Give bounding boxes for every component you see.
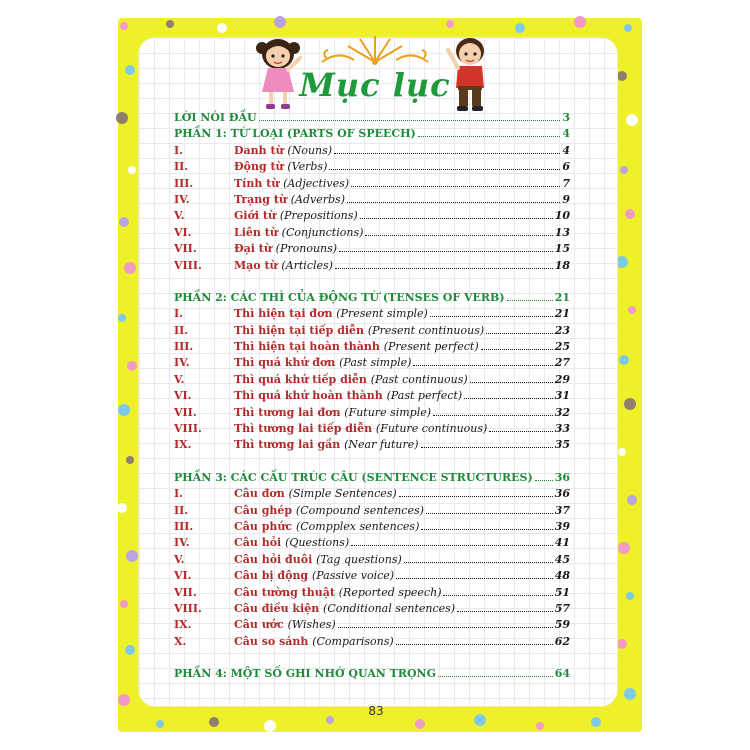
toc-item-number: II. — [174, 323, 189, 337]
toc-item-page: 15 — [554, 242, 570, 256]
confetti-dot — [620, 166, 628, 174]
section-gap — [174, 650, 570, 666]
toc-item-number: IV. — [174, 356, 190, 370]
toc-item-vietnamese: Thì hiện tại tiếp diễn — [234, 323, 368, 337]
dot-leader — [421, 447, 553, 448]
toc-item-page: 13 — [554, 225, 570, 239]
toc-item-row[interactable] — [174, 355, 570, 371]
confetti-dot — [415, 719, 425, 729]
toc-item-row[interactable] — [174, 192, 570, 208]
toc-item-label — [234, 503, 424, 519]
toc-item-row[interactable] — [174, 388, 570, 404]
toc-item-vietnamese: Câu ước — [234, 618, 288, 632]
toc-item-label — [234, 437, 419, 453]
toc-item-label — [234, 355, 411, 371]
toc-item-page: 57 — [554, 601, 570, 615]
confetti-dot — [627, 495, 637, 505]
confetti-dot — [624, 398, 636, 410]
toc-part-page: 36 — [554, 470, 570, 484]
toc-item-english: (Adjectives) — [283, 176, 350, 190]
toc-item-vietnamese: Câu phức — [234, 519, 296, 533]
confetti-dot — [618, 542, 630, 554]
toc-item-row[interactable] — [174, 568, 570, 584]
toc-part-label: PHẦN 3: CÁC CẤU TRÚC CÂU (SENTENCE STRUCTURES) — [174, 470, 533, 484]
confetti-dot — [209, 717, 219, 727]
dot-leader — [433, 415, 553, 416]
toc-item-row[interactable] — [174, 552, 570, 568]
toc-item-row[interactable] — [174, 421, 570, 437]
toc-part-page: 64 — [554, 667, 570, 681]
toc-item-vietnamese: Thì tương lai gần — [234, 438, 345, 452]
toc-item-vietnamese: Câu ghép — [234, 503, 296, 517]
toc-item-label — [234, 143, 332, 159]
toc-item-label — [234, 535, 349, 551]
toc-item-row[interactable] — [174, 519, 570, 535]
toc-item-number: V. — [174, 552, 185, 566]
toc-item-number: X. — [174, 634, 187, 648]
toc-item-row[interactable] — [174, 634, 570, 650]
toc-item-number: III. — [174, 176, 194, 190]
toc-item-english: (Passive voice) — [311, 569, 395, 583]
dot-leader — [399, 496, 553, 497]
toc-item-vietnamese: Câu so sánh — [234, 634, 313, 648]
dot-leader — [426, 513, 553, 514]
toc-part-label: PHẦN 1: TỪ LOẠI (PARTS OF SPEECH) — [174, 127, 416, 141]
toc-part-page: 4 — [562, 127, 570, 141]
toc-part-row[interactable] — [174, 470, 570, 486]
toc-item-vietnamese: Trạng từ — [234, 192, 291, 206]
confetti-dot — [156, 720, 164, 728]
toc-item-vietnamese: Liên từ — [234, 225, 282, 239]
toc-item-english: (Past perfect) — [386, 389, 463, 403]
confetti-dot — [117, 503, 127, 513]
toc-item-page: 25 — [554, 340, 570, 354]
toc-item-page: 33 — [554, 422, 570, 436]
toc-item-number: III. — [174, 519, 194, 533]
toc-item-page: 31 — [554, 389, 570, 403]
toc-item-vietnamese: Đại từ — [234, 242, 276, 256]
toc-item-label — [234, 421, 487, 437]
toc-item-english: (Adverbs) — [290, 192, 345, 206]
toc-item-row[interactable] — [174, 585, 570, 601]
toc-item-page: 48 — [554, 569, 570, 583]
toc-item-number: VII. — [174, 585, 197, 599]
toc-item-vietnamese: Thì tương lai đơn — [234, 405, 345, 419]
toc-item-number: VI. — [174, 389, 192, 403]
toc-item-page: 18 — [554, 258, 570, 272]
confetti-dot — [616, 256, 628, 268]
toc-item-vietnamese: Mạo từ — [234, 258, 282, 272]
toc-item-row[interactable] — [174, 486, 570, 502]
toc-item-label — [234, 241, 337, 257]
toc-item-row[interactable] — [174, 241, 570, 257]
toc-item-number: IX. — [174, 618, 192, 632]
toc-item-label — [234, 306, 428, 322]
dot-leader — [438, 676, 553, 677]
dot-leader — [443, 595, 552, 596]
dot-leader — [339, 251, 553, 252]
toc-item-english: (Pronouns) — [275, 242, 338, 256]
toc-item-english: (Past simple) — [339, 356, 412, 370]
toc-part-label: PHẦN 4: MỘT SỐ GHI NHỚ QUAN TRỌNG — [174, 667, 436, 681]
dot-leader — [470, 382, 553, 383]
dot-leader — [418, 136, 561, 137]
toc-item-label — [234, 176, 349, 192]
dot-leader — [360, 218, 553, 219]
toc-item-number: VII. — [174, 405, 197, 419]
dot-leader — [413, 365, 552, 366]
toc-item-english: (Tag questions) — [316, 552, 402, 566]
confetti-dot — [120, 22, 128, 30]
toc-item-label — [234, 601, 455, 617]
toc-item-vietnamese: Thì quá khứ đơn — [234, 356, 340, 370]
toc-item-page: 6 — [562, 160, 570, 174]
toc-item-row[interactable] — [174, 437, 570, 453]
toc-item-page: 10 — [554, 209, 570, 223]
toc-item-page: 51 — [554, 585, 570, 599]
dot-leader — [464, 398, 552, 399]
toc-item-number: III. — [174, 340, 194, 354]
confetti-dot — [125, 645, 135, 655]
toc-item-page: 27 — [554, 356, 570, 370]
toc-item-row[interactable] — [174, 405, 570, 421]
confetti-dot — [127, 361, 137, 371]
toc-preface-label: LỜI NÓI ĐẦU — [174, 111, 257, 124]
dot-leader — [481, 349, 553, 350]
dot-leader — [396, 578, 553, 579]
toc-item-vietnamese: Câu điều kiện — [234, 601, 324, 615]
toc-item-english: (Wishes) — [287, 618, 336, 632]
toc-item-english: (Reported speech) — [338, 585, 442, 599]
toc-item-row[interactable] — [174, 208, 570, 224]
toc-item-row[interactable] — [174, 159, 570, 175]
confetti-dot — [617, 639, 627, 649]
toc-item-number: V. — [174, 372, 185, 386]
toc-item-row[interactable] — [174, 601, 570, 617]
toc-part-label: PHẦN 2: CÁC THÌ CỦA ĐỘNG TỪ (TENSES OF VERB) — [174, 290, 505, 304]
toc-item-english: (Simple Sentences) — [288, 487, 397, 501]
toc-item-number: IV. — [174, 192, 190, 206]
toc-item-vietnamese: Giới từ — [234, 209, 280, 223]
confetti-dot — [626, 592, 634, 600]
confetti-dot — [126, 456, 134, 464]
toc-item-vietnamese: Câu đơn — [234, 487, 289, 501]
confetti-dot — [624, 688, 636, 700]
dot-leader — [507, 300, 553, 301]
toc-item-number: I. — [174, 307, 183, 321]
toc-item-number: V. — [174, 209, 185, 223]
confetti-dot — [118, 314, 126, 322]
toc-item-label — [234, 585, 441, 601]
toc-item-vietnamese: Tính từ — [234, 176, 284, 190]
toc-item-label — [234, 208, 358, 224]
confetti-dot — [626, 114, 638, 126]
toc-item-english: (Conditional sentences) — [323, 601, 456, 615]
toc-part-page: 21 — [554, 290, 570, 304]
toc-item-english: (Verbs) — [287, 160, 328, 174]
confetti-dot — [474, 714, 486, 726]
dot-leader — [347, 202, 560, 203]
section-gap — [174, 274, 570, 290]
toc-item-label — [234, 617, 336, 633]
toc-item-label — [234, 372, 468, 388]
toc-item-vietnamese: Thì quá khứ tiếp diễn — [234, 372, 371, 386]
dot-leader — [329, 169, 560, 170]
toc-item-vietnamese: Thì hiện tại đơn — [234, 307, 337, 321]
dot-leader — [421, 529, 552, 530]
toc-item-row[interactable] — [174, 258, 570, 274]
confetti-dot — [116, 112, 128, 124]
toc-preface-row[interactable] — [174, 110, 570, 126]
toc-item-number: I. — [174, 487, 183, 501]
toc-item-label — [234, 519, 419, 535]
confetti-dot — [217, 23, 227, 33]
confetti-dot — [326, 716, 334, 724]
confetti-dot — [624, 24, 632, 32]
toc-item-row[interactable] — [174, 339, 570, 355]
dot-leader — [486, 333, 553, 334]
toc-item-vietnamese: Thì tương lai tiếp diễn — [234, 422, 376, 436]
confetti-dot — [120, 600, 128, 608]
toc-item-english: (Conjunctions) — [281, 225, 364, 239]
toc-item-row[interactable] — [174, 503, 570, 519]
toc-item-label — [234, 159, 327, 175]
toc-item-english: (Compplex sentences) — [295, 519, 420, 533]
confetti-dot — [126, 550, 138, 562]
confetti-dot — [118, 404, 130, 416]
toc-item-page: 59 — [554, 618, 570, 632]
toc-item-page: 29 — [554, 372, 570, 386]
toc-part-row[interactable] — [174, 290, 570, 306]
confetti-dot — [591, 717, 601, 727]
confetti-dot — [118, 694, 130, 706]
toc-item-english: (Near future) — [344, 438, 419, 452]
toc-item-english: (Present continuous) — [367, 323, 485, 337]
toc-item-number: IX. — [174, 438, 192, 452]
toc-item-page: 39 — [554, 519, 570, 533]
toc-item-number: IV. — [174, 536, 190, 550]
toc-item-label — [234, 634, 394, 650]
confetti-dot — [618, 448, 626, 456]
toc-item-vietnamese: Câu tường thuật — [234, 585, 339, 599]
toc-item-number: VIII. — [174, 422, 202, 436]
toc-item-label — [234, 568, 394, 584]
toc-item-english: (Nouns) — [287, 143, 333, 157]
toc-item-label — [234, 192, 345, 208]
toc-item-label — [234, 552, 402, 568]
toc-item-page: 62 — [554, 634, 570, 648]
toc-item-page: 45 — [554, 552, 570, 566]
confetti-dot — [515, 23, 525, 33]
toc-item-row[interactable] — [174, 535, 570, 551]
dot-leader — [351, 186, 560, 187]
dot-leader — [351, 545, 552, 546]
confetti-dot — [446, 20, 454, 28]
section-gap — [174, 454, 570, 470]
toc-item-row[interactable] — [174, 225, 570, 241]
page-number: 83 — [368, 704, 384, 718]
toc-item-label — [234, 405, 431, 421]
confetti-dot — [166, 20, 174, 28]
confetti-dot — [274, 16, 286, 28]
toc-item-vietnamese: Danh từ — [234, 143, 288, 157]
toc-item-number: II. — [174, 160, 189, 174]
toc-item-label — [234, 225, 363, 241]
toc-item-label — [234, 339, 479, 355]
toc-item-english: (Present simple) — [336, 307, 428, 321]
toc-item-number: VII. — [174, 242, 197, 256]
toc-item-english: (Prepositions) — [279, 209, 358, 223]
toc-item-page: 41 — [554, 536, 570, 550]
toc-item-number: VI. — [174, 569, 192, 583]
toc-item-row[interactable] — [174, 372, 570, 388]
toc-item-page: 37 — [554, 503, 570, 517]
dot-leader — [489, 431, 552, 432]
toc-preface-page: 3 — [562, 111, 570, 124]
toc-item-row[interactable] — [174, 176, 570, 192]
toc-item-english: (Future continuous) — [375, 422, 488, 436]
toc-item-vietnamese: Thì quá khứ hoàn thành — [234, 389, 387, 403]
confetti-dot — [536, 722, 544, 730]
toc-item-english: (Present perfect) — [383, 340, 479, 354]
toc-item-number: VI. — [174, 225, 192, 239]
toc-item-page: 23 — [554, 323, 570, 337]
toc-item-number: VIII. — [174, 601, 202, 615]
toc-item-number: VIII. — [174, 258, 202, 272]
toc-item-label — [234, 486, 397, 502]
toc-item-label — [234, 258, 333, 274]
dot-leader — [338, 627, 553, 628]
toc-item-vietnamese: Động từ — [234, 160, 288, 174]
toc-item-number: II. — [174, 503, 189, 517]
confetti-dot — [264, 720, 276, 732]
toc-part-row[interactable] — [174, 666, 570, 682]
toc-item-vietnamese: Câu hỏi đuôi — [234, 552, 317, 566]
toc-item-page: 4 — [562, 143, 570, 157]
dot-leader — [535, 480, 553, 481]
confetti-dot — [124, 262, 136, 274]
dot-leader — [335, 268, 553, 269]
toc-item-vietnamese: Câu hỏi — [234, 536, 286, 550]
toc-item-english: (Past continuous) — [370, 372, 468, 386]
confetti-dot — [574, 16, 586, 28]
page-title: Mục lục — [299, 66, 451, 104]
toc-item-page: 32 — [554, 405, 570, 419]
dot-leader — [365, 235, 552, 236]
dot-leader — [430, 316, 553, 317]
sunburst-ornament-icon — [318, 32, 432, 66]
toc-item-page: 21 — [554, 307, 570, 321]
toc-item-english: (Future simple) — [344, 405, 432, 419]
table-of-contents — [174, 110, 570, 683]
dot-leader — [334, 153, 560, 154]
toc-item-vietnamese: Câu bị động — [234, 569, 312, 583]
toc-item-english: (Comparisons) — [312, 634, 394, 648]
toc-item-row[interactable] — [174, 323, 570, 339]
toc-item-english: (Questions) — [285, 536, 350, 550]
toc-item-vietnamese: Thì hiện tại hoàn thành — [234, 340, 384, 354]
toc-item-page: 7 — [562, 176, 570, 190]
toc-item-number: I. — [174, 143, 183, 157]
toc-item-page: 9 — [562, 192, 570, 206]
dot-leader — [404, 562, 553, 563]
confetti-dot — [619, 355, 629, 365]
toc-item-label — [234, 323, 484, 339]
toc-item-row[interactable] — [174, 306, 570, 322]
confetti-dot — [625, 209, 635, 219]
dot-leader — [396, 644, 553, 645]
toc-part-row[interactable] — [174, 126, 570, 142]
toc-item-page: 36 — [554, 487, 570, 501]
confetti-dot — [119, 217, 129, 227]
toc-item-english: (Compound sentences) — [295, 503, 424, 517]
toc-item-label — [234, 388, 462, 404]
confetti-dot — [128, 166, 136, 174]
toc-item-english: (Articles) — [281, 258, 333, 272]
toc-item-row[interactable] — [174, 617, 570, 633]
toc-item-page: 35 — [554, 438, 570, 452]
toc-item-row[interactable] — [174, 143, 570, 159]
dot-leader — [259, 120, 561, 121]
confetti-dot — [628, 306, 636, 314]
dot-leader — [457, 611, 553, 612]
